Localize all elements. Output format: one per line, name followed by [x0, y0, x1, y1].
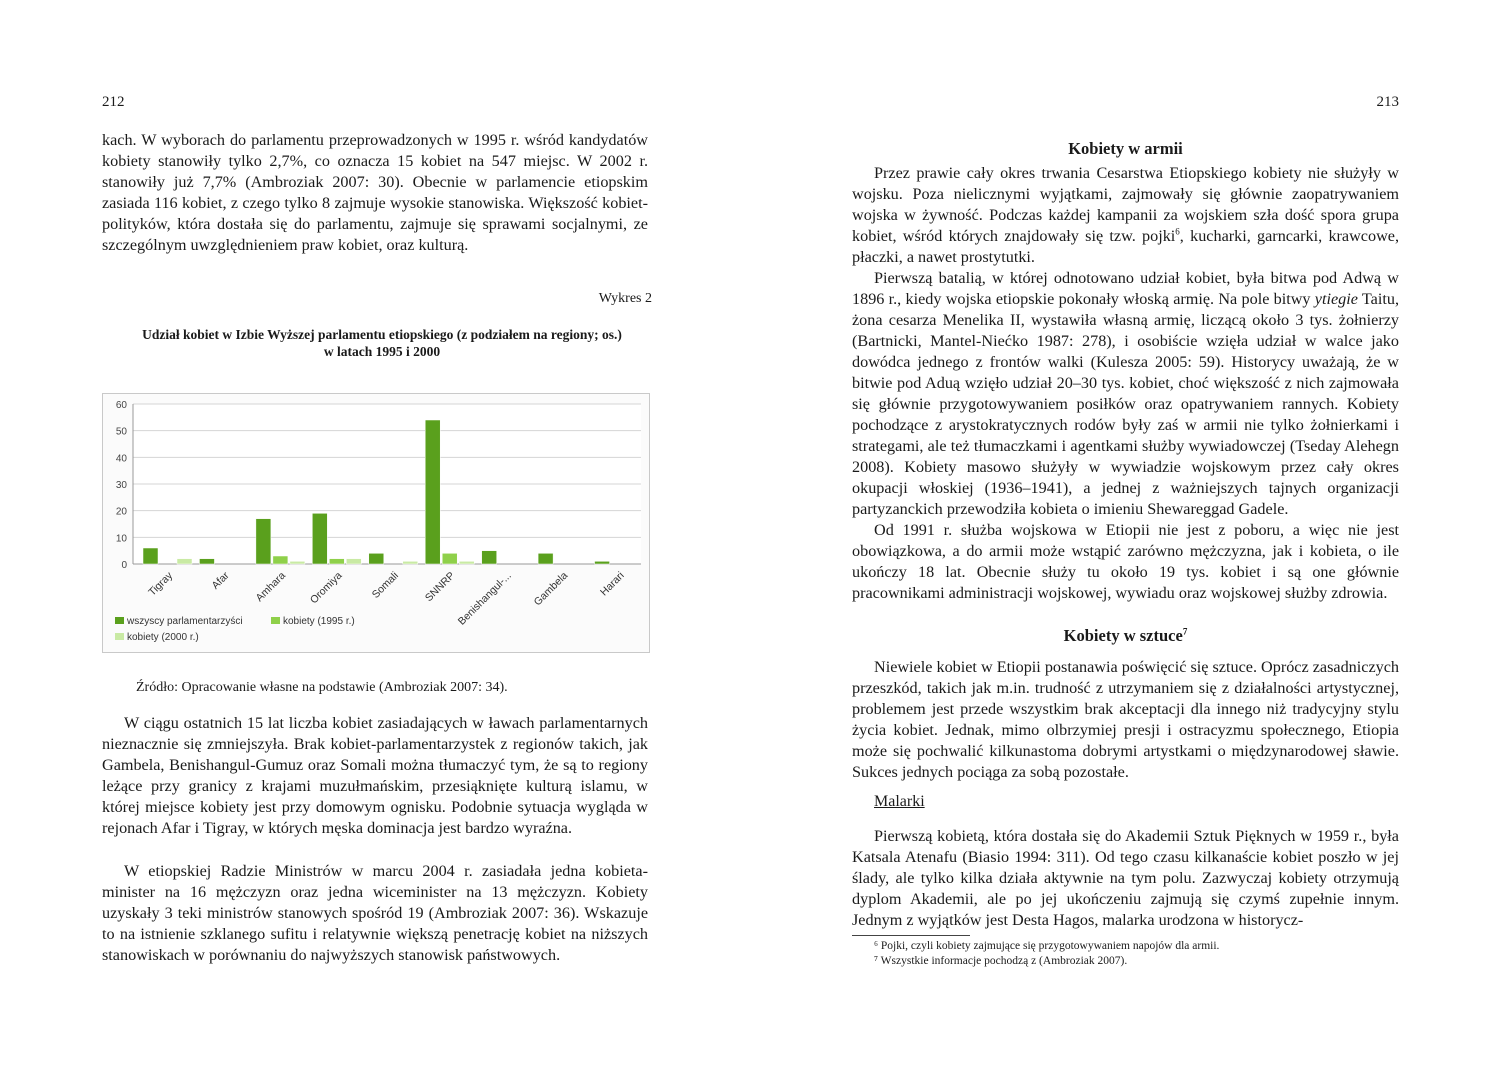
page-number-right: 213 [1376, 94, 1399, 110]
figure-source: Źródło: Opracowanie własne na podstawie (Ambroziak 2007: 34). [136, 680, 508, 695]
x-tick-label: Benishangul-... [455, 569, 514, 628]
y-tick-label: 60 [115, 400, 127, 411]
x-tick-label: Amhara [253, 569, 289, 605]
right-paragraph-2-text-a: Pierwszą batalią, w której odnotowano udział kobiet, była bitwa pod Adwą w 1896 r., kiedy wojska etiopskie pokonały włoską armię. Na pole bitwy [852, 269, 1399, 308]
bar-1-2 [256, 519, 271, 564]
bar-1-0 [143, 548, 158, 564]
right-paragraph-1-end: , kucharki, garncarki, krawcowe, płaczki, a nawet prostytutki. [852, 227, 1400, 266]
footnote-separator [852, 935, 970, 936]
left-paragraph-1: kach. W wyborach do parlamentu przeprowadzonych w 1995 r. wśród kandydatów kobiety stanowiły tylko 2,7%, co oznacza 15 kobiet na 547 miejsc. W 2002 r. stanowiły już 7,7% (Ambroziak 2007: 30). Obecnie w parlamencie etiopskim zasiada 116 kobiet, z czego tylko 8 zajmuje wysokie stanowiska. Większość kobiet-polityków, która dostała się do parlamentu, zajmuje się sprawami socjalnymi, ze szczególnym uwzględnieniem praw kobiet, oraz kulturą. [102, 131, 648, 254]
heading-kobiety-w-sztuce [852, 626, 1399, 646]
right-paragraph-2-text-b: Taitu, żona cesarza Menelika II, wystawiła własną armię, liczącą około 3 tys. żołnierzy (Bartnicki, Mantel-Niećko 1987: 278), i osobiście wzięła udział w walce jako dowódca jednego z frontów walki (Kulesza 2005: 59). Historycy uważają, że w bitwie pod Aduą wzięło udział 20–30 tys. kobiet, choć większość z nich zajmowała się głównie przygotowywaniem posiłków oraz opatrywaniem rannych. Kobiety pochodzące z arystokratycznych rodów były zaś w armii nie tylko żołnierkami i strategami, ale też tłumaczkami i agentkami służby wywiadowczej (Tseday Alehegn 2008). Kobiety masowo służyły w wywiadzie wojskowym przez cały okres okupacji włoskiej (1936–1941), a jednej z ważniejszych tajnych organizacji partyzanckich przewodziła kobieta o imieniu Shewareggad Gadele. [852, 290, 1399, 518]
bar-chart [102, 393, 650, 653]
bar-2-2 [273, 556, 288, 564]
heading-kobiety-w-sztuce-text: Kobiety w sztuce [1063, 626, 1183, 645]
bar-3-0 [177, 559, 192, 564]
x-tick-label: Harari [597, 569, 627, 599]
bar-2-5 [442, 553, 457, 564]
bar-1-8 [595, 561, 610, 564]
x-tick-label: SNNRP [422, 569, 458, 605]
x-tick-label: Somali [369, 569, 401, 601]
bar-3-2 [290, 561, 305, 564]
right-paragraph-1 [852, 163, 1399, 268]
left-paragraph-3: W etiopskiej Radzie Ministrów w marcu 2004 r. zasiadała jedna kobieta-minister na 16 mężczyzn oraz jedna wiceminister na 13 mężczyzn. Kobiety uzyskały 3 teki ministrów stanowych spośród 19 (Ambroziak 2007: 36). Wskazuje to na istnienie szklanego sufitu i relatywnie większą penetrację kobiet na niższych stanowiskach w porównaniu do najwyższych stanowisk państwowych. [102, 862, 648, 964]
bar-1-7 [538, 553, 553, 564]
y-tick-label: 20 [115, 506, 127, 518]
footnote-ref-7: 7 [1182, 626, 1188, 637]
right-paragraph-1-text: Przez prawie cały okres trwania Cesarstwa Etiopskiego kobiety nie służyły w wojsku. Poza nielicznymi wyjątkami, zajmowały się głównie zaopatrywaniem wojska w żywność. Podczas każdej kampanii za wojskiem szła dość spora grupa kobiet, wśród których znajdowały się tzw. pojki [852, 164, 1399, 245]
bar-3-3 [346, 559, 361, 564]
x-tick-label: Tigray [146, 569, 176, 599]
bar-1-1 [199, 559, 214, 564]
footnote-7: ⁷ Wszystkie informacje pochodzą z (Ambroziak 2007). [874, 955, 1128, 967]
y-tick-label: 30 [115, 480, 127, 491]
y-tick-label: 50 [115, 426, 127, 438]
page-number-left: 212 [102, 94, 125, 110]
x-tick-label: Afar [209, 569, 232, 592]
x-tick-label: Gambela [531, 569, 571, 609]
right-paragraph-2-italic: ytiegie [1314, 290, 1358, 308]
legend-label: wszyscy parlamentarzyści [127, 616, 243, 627]
subheading-malarki: Malarki [874, 793, 925, 810]
footnote-6: ⁶ Pojki, czyli kobiety zajmujące się przygotowywaniem napojów dla armii. [874, 940, 1220, 952]
y-tick-label: 0 [121, 560, 127, 571]
right-text-block-1 [852, 163, 1399, 604]
bar-1-5 [425, 420, 440, 564]
legend-swatch [115, 617, 124, 624]
legend-label: kobiety (1995 r.) [283, 616, 355, 627]
right-paragraph-2 [852, 268, 1399, 520]
figure-title-line-2: w latach 1995 i 2000 [323, 344, 441, 359]
right-paragraph-3: Od 1991 r. służba wojskowa w Etiopii nie jest z poboru, a więc nie jest obowiązkowa, a do armii może wstąpić zarówno mężczyzna, jak i kobieta, o ile ukończy 18 lat. Obecnie służy tu około 19 tys. kobiet i są one głównie pracownikami administracji wojskowej, wywiadu oraz wojskowej służby zdrowia. [852, 521, 1399, 602]
bar-1-4 [369, 553, 384, 564]
bar-3-4 [403, 561, 418, 564]
figure-title [102, 326, 662, 360]
left-paragraph-2: W ciągu ostatnich 15 lat liczba kobiet zasiadających w ławach parlamentarnych nieznacznie się zmniejszyła. Brak kobiet-parlamentarzystek z regionów takich, jak Gambela, Benishangul-Gumuz oraz Somali można tłumaczyć tym, że są to regiony leżące przy granicy z krajami muzułmańskim, przesiąknięte kulturą islamu, w której miejsce kobiety jest przy domowym ognisku. Podobnie sytuacja wygląda w rejonach Afar i Tigray, w których męska dominacja jest bardzo wyraźna. [102, 714, 648, 837]
footnotes [852, 935, 1399, 969]
footnote-ref-6: 6 [1175, 226, 1180, 237]
right-paragraph-4: Niewiele kobiet w Etiopii postanawia poświęcić się sztuce. Oprócz zasadniczych przeszkód, takich jak m.in. trudność z utrzymaniem się z działalności artystycznej, problemem jest przede wszystkim brak akceptacji dla innego niż tradycyjny stylu życia kobiet. Jednak, mimo olbrzymiej presji i ostracyzmu społecznego, Etiopia może się pochwalić kilkunastoma dobrymi artystkami o międzynarodowej sławie. Sukces jednych pociąga za sobą pozostałe. [852, 658, 1400, 781]
bar-chart-svg [103, 394, 649, 652]
legend-label: kobiety (2000 r.) [127, 632, 199, 643]
y-tick-label: 10 [115, 533, 127, 545]
bar-1-6 [482, 551, 497, 564]
figure-label: Wykres 2 [598, 291, 652, 306]
bar-2-3 [329, 559, 344, 564]
y-tick-label: 40 [115, 453, 127, 465]
bar-1-3 [312, 513, 327, 564]
legend-swatch [271, 617, 280, 624]
legend-swatch [115, 633, 124, 640]
right-paragraph-5: Pierwszą kobietą, która dostała się do Akademii Sztuk Pięknych w 1959 r., była Katsala Atenafu (Biasio 1994: 311). Od tego czasu kilkanaście kobiet poszło w jej ślady, ale tylko kilka działa aktywnie na tym polu. Zazwyczaj kobiety otrzymują dyplom Akademii, ale po jej ukończeniu zajmują się czymś zupełnie innym. Jednym z wyjątków jest Desta Hagos, malarka urodzona w historycz- [852, 827, 1399, 929]
heading-kobiety-w-armii: Kobiety w armii [1068, 139, 1183, 158]
figure-title-line-1: Udział kobiet w Izbie Wyższej parlamentu etiopskiego (z podziałem na regiony; os.) [142, 327, 622, 342]
bar-3-5 [459, 561, 474, 564]
x-tick-label: Oromiya [307, 569, 345, 607]
